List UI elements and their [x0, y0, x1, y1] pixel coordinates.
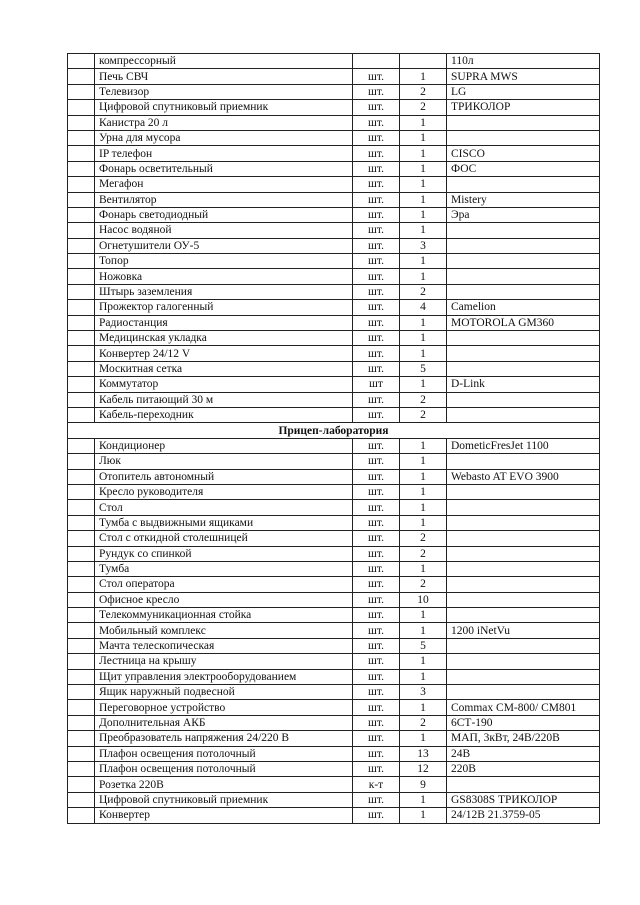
quantity-cell: 2 — [400, 546, 447, 561]
equipment-table — [67, 53, 600, 824]
note-cell: МАП, 3кВт, 24В/220В — [447, 731, 600, 746]
table-row — [68, 500, 600, 515]
note-cell: Commax CM-800/ CM801 — [447, 700, 600, 715]
row-number-cell — [68, 254, 95, 269]
unit-cell: шт. — [353, 469, 400, 484]
unit-cell: шт. — [353, 700, 400, 715]
note-cell: D-Link — [447, 377, 600, 392]
note-cell — [447, 777, 600, 792]
item-name-cell: Фонарь осветительный — [95, 161, 353, 176]
quantity-cell: 1 — [400, 192, 447, 207]
quantity-cell: 1 — [400, 561, 447, 576]
table-row — [68, 100, 600, 115]
unit-cell: шт. — [353, 284, 400, 299]
item-name-cell: компрессорный — [95, 54, 353, 69]
unit-cell: шт. — [353, 515, 400, 530]
item-name-cell: Кабель питающий 30 м — [95, 392, 353, 407]
note-cell — [447, 669, 600, 684]
row-number-cell — [68, 84, 95, 99]
table-row — [68, 54, 600, 69]
table-row — [68, 115, 600, 130]
table-row — [68, 238, 600, 253]
quantity-cell: 1 — [400, 731, 447, 746]
quantity-cell: 3 — [400, 685, 447, 700]
row-number-cell — [68, 746, 95, 761]
row-number-cell — [68, 731, 95, 746]
item-name-cell: Урна для мусора — [95, 130, 353, 145]
item-name-cell: Дополнительная АКБ — [95, 715, 353, 730]
table-row — [68, 438, 600, 453]
unit-cell: шт. — [353, 407, 400, 422]
note-cell: 220В — [447, 761, 600, 776]
quantity-cell: 2 — [400, 100, 447, 115]
row-number-cell — [68, 438, 95, 453]
note-cell — [447, 130, 600, 145]
table-row — [68, 531, 600, 546]
unit-cell: шт. — [353, 207, 400, 222]
table-row — [68, 654, 600, 669]
item-name-cell: Ящик наружный подвесной — [95, 685, 353, 700]
table-row — [68, 623, 600, 638]
unit-cell: шт. — [353, 223, 400, 238]
unit-cell: шт. — [353, 361, 400, 376]
quantity-cell: 1 — [400, 438, 447, 453]
unit-cell: шт. — [353, 84, 400, 99]
section-header-row — [68, 423, 600, 438]
item-name-cell: Стол — [95, 500, 353, 515]
unit-cell: шт. — [353, 69, 400, 84]
table-row — [68, 284, 600, 299]
row-number-cell — [68, 54, 95, 69]
row-number-cell — [68, 284, 95, 299]
row-number-cell — [68, 484, 95, 499]
table-row — [68, 192, 600, 207]
table-row — [68, 808, 600, 823]
note-cell — [447, 331, 600, 346]
row-number-cell — [68, 715, 95, 730]
unit-cell: шт. — [353, 269, 400, 284]
note-cell: ФОС — [447, 161, 600, 176]
table-row — [68, 577, 600, 592]
quantity-cell: 10 — [400, 592, 447, 607]
unit-cell: к-т — [353, 777, 400, 792]
quantity-cell: 12 — [400, 761, 447, 776]
row-number-cell — [68, 685, 95, 700]
unit-cell: шт. — [353, 623, 400, 638]
item-name-cell: Конвертер — [95, 808, 353, 823]
table-row — [68, 761, 600, 776]
quantity-cell: 2 — [400, 715, 447, 730]
note-cell — [447, 407, 600, 422]
quantity-cell: 1 — [400, 608, 447, 623]
note-cell — [447, 223, 600, 238]
item-name-cell: Розетка 220В — [95, 777, 353, 792]
item-name-cell: Щит управления электрооборудованием — [95, 669, 353, 684]
unit-cell: шт. — [353, 161, 400, 176]
unit-cell: шт. — [353, 331, 400, 346]
item-name-cell: Радиостанция — [95, 315, 353, 330]
note-cell — [447, 392, 600, 407]
row-number-cell — [68, 161, 95, 176]
quantity-cell: 1 — [400, 500, 447, 515]
note-cell: Mistery — [447, 192, 600, 207]
quantity-cell: 2 — [400, 577, 447, 592]
item-name-cell: Отопитель автономный — [95, 469, 353, 484]
table-row — [68, 300, 600, 315]
quantity-cell: 1 — [400, 207, 447, 222]
unit-cell: шт. — [353, 531, 400, 546]
note-cell: 1200 iNetVu — [447, 623, 600, 638]
unit-cell: шт. — [353, 115, 400, 130]
quantity-cell: 1 — [400, 623, 447, 638]
row-number-cell — [68, 777, 95, 792]
equipment-table-body — [68, 54, 600, 824]
unit-cell: шт. — [353, 715, 400, 730]
quantity-cell: 1 — [400, 315, 447, 330]
quantity-cell: 5 — [400, 361, 447, 376]
note-cell — [447, 608, 600, 623]
unit-cell: шт. — [353, 484, 400, 499]
quantity-cell: 1 — [400, 792, 447, 807]
table-row — [68, 361, 600, 376]
row-number-cell — [68, 331, 95, 346]
unit-cell: шт. — [353, 731, 400, 746]
quantity-cell: 1 — [400, 700, 447, 715]
table-row — [68, 161, 600, 176]
unit-cell: шт. — [353, 146, 400, 161]
note-cell: 6СТ-190 — [447, 715, 600, 730]
note-cell: Camelion — [447, 300, 600, 315]
quantity-cell: 1 — [400, 484, 447, 499]
row-number-cell — [68, 592, 95, 607]
item-name-cell: Кресло руководителя — [95, 484, 353, 499]
row-number-cell — [68, 69, 95, 84]
unit-cell: шт. — [353, 792, 400, 807]
unit-cell: шт. — [353, 592, 400, 607]
row-number-cell — [68, 561, 95, 576]
note-cell — [447, 638, 600, 653]
row-number-cell — [68, 515, 95, 530]
item-name-cell: Огнетушители ОУ-5 — [95, 238, 353, 253]
note-cell: ТРИКОЛОР — [447, 100, 600, 115]
quantity-cell: 3 — [400, 238, 447, 253]
table-row — [68, 484, 600, 499]
row-number-cell — [68, 238, 95, 253]
unit-cell: шт. — [353, 654, 400, 669]
quantity-cell: 2 — [400, 284, 447, 299]
table-row — [68, 469, 600, 484]
item-name-cell: Кабель-переходник — [95, 407, 353, 422]
table-row — [68, 177, 600, 192]
table-row — [68, 69, 600, 84]
note-cell: Webasto AT EVO 3900 — [447, 469, 600, 484]
note-cell: 24/12В 21.3759-05 — [447, 808, 600, 823]
table-row — [68, 207, 600, 222]
row-number-cell — [68, 361, 95, 376]
note-cell — [447, 484, 600, 499]
quantity-cell: 1 — [400, 69, 447, 84]
note-cell — [447, 546, 600, 561]
quantity-cell: 13 — [400, 746, 447, 761]
row-number-cell — [68, 469, 95, 484]
table-row — [68, 731, 600, 746]
table-row — [68, 608, 600, 623]
row-number-cell — [68, 454, 95, 469]
table-row — [68, 546, 600, 561]
table-row — [68, 592, 600, 607]
unit-cell: шт. — [353, 500, 400, 515]
row-number-cell — [68, 346, 95, 361]
table-row — [68, 269, 600, 284]
unit-cell: шт. — [353, 608, 400, 623]
quantity-cell: 1 — [400, 223, 447, 238]
quantity-cell: 4 — [400, 300, 447, 315]
item-name-cell: Топор — [95, 254, 353, 269]
item-name-cell: Люк — [95, 454, 353, 469]
row-number-cell — [68, 792, 95, 807]
quantity-cell: 1 — [400, 254, 447, 269]
item-name-cell: Переговорное устройство — [95, 700, 353, 715]
note-cell: MOTOROLA GM360 — [447, 315, 600, 330]
unit-cell: шт. — [353, 315, 400, 330]
unit-cell: шт — [353, 377, 400, 392]
item-name-cell: Конвертер 24/12 V — [95, 346, 353, 361]
row-number-cell — [68, 207, 95, 222]
table-row — [68, 746, 600, 761]
note-cell — [447, 654, 600, 669]
unit-cell: шт. — [353, 438, 400, 453]
quantity-cell: 1 — [400, 669, 447, 684]
item-name-cell: Штырь заземления — [95, 284, 353, 299]
item-name-cell: Прожектор галогенный — [95, 300, 353, 315]
quantity-cell: 1 — [400, 377, 447, 392]
note-cell — [447, 577, 600, 592]
note-cell: CISCO — [447, 146, 600, 161]
row-number-cell — [68, 500, 95, 515]
table-row — [68, 84, 600, 99]
note-cell: LG — [447, 84, 600, 99]
unit-cell: шт. — [353, 454, 400, 469]
item-name-cell: Офисное кресло — [95, 592, 353, 607]
row-number-cell — [68, 177, 95, 192]
quantity-cell: 1 — [400, 130, 447, 145]
note-cell — [447, 531, 600, 546]
note-cell — [447, 284, 600, 299]
note-cell — [447, 361, 600, 376]
item-name-cell: Москитная сетка — [95, 361, 353, 376]
row-number-cell — [68, 315, 95, 330]
table-row — [68, 377, 600, 392]
quantity-cell: 1 — [400, 146, 447, 161]
note-cell: DometicFresJet 1100 — [447, 438, 600, 453]
note-cell: GS8308S ТРИКОЛОР — [447, 792, 600, 807]
quantity-cell: 1 — [400, 161, 447, 176]
item-name-cell: Печь СВЧ — [95, 69, 353, 84]
table-row — [68, 146, 600, 161]
row-number-cell — [68, 700, 95, 715]
table-row — [68, 392, 600, 407]
unit-cell: шт. — [353, 392, 400, 407]
table-row — [68, 515, 600, 530]
row-number-cell — [68, 115, 95, 130]
item-name-cell: Канистра 20 л — [95, 115, 353, 130]
table-row — [68, 669, 600, 684]
unit-cell — [353, 54, 400, 69]
table-row — [68, 254, 600, 269]
quantity-cell: 2 — [400, 84, 447, 99]
unit-cell: шт. — [353, 300, 400, 315]
item-name-cell: Телевизор — [95, 84, 353, 99]
table-row — [68, 130, 600, 145]
unit-cell: шт. — [353, 577, 400, 592]
row-number-cell — [68, 130, 95, 145]
note-cell: SUPRA MWS — [447, 69, 600, 84]
item-name-cell: Кондиционер — [95, 438, 353, 453]
item-name-cell: Рундук со спинкой — [95, 546, 353, 561]
unit-cell: шт. — [353, 685, 400, 700]
item-name-cell: Цифровой спутниковый приемник — [95, 792, 353, 807]
quantity-cell: 1 — [400, 808, 447, 823]
note-cell — [447, 115, 600, 130]
row-number-cell — [68, 300, 95, 315]
unit-cell: шт. — [353, 100, 400, 115]
table-row — [68, 561, 600, 576]
row-number-cell — [68, 146, 95, 161]
item-name-cell: Насос водяной — [95, 223, 353, 238]
note-cell — [447, 454, 600, 469]
table-row — [68, 407, 600, 422]
quantity-cell: 2 — [400, 407, 447, 422]
table-row — [68, 715, 600, 730]
row-number-cell — [68, 223, 95, 238]
quantity-cell: 1 — [400, 269, 447, 284]
item-name-cell: IP телефон — [95, 146, 353, 161]
row-number-cell — [68, 638, 95, 653]
quantity-cell: 1 — [400, 115, 447, 130]
quantity-cell: 5 — [400, 638, 447, 653]
item-name-cell: Фонарь светодиодный — [95, 207, 353, 222]
note-cell — [447, 346, 600, 361]
item-name-cell: Телекоммуникационная стойка — [95, 608, 353, 623]
quantity-cell: 1 — [400, 346, 447, 361]
item-name-cell: Тумба с выдвижными ящиками — [95, 515, 353, 530]
section-title: Прицеп-лаборатория — [68, 423, 600, 438]
note-cell: Эра — [447, 207, 600, 222]
quantity-cell: 2 — [400, 392, 447, 407]
item-name-cell: Коммутатор — [95, 377, 353, 392]
row-number-cell — [68, 808, 95, 823]
item-name-cell: Лестница на крышу — [95, 654, 353, 669]
table-row — [68, 223, 600, 238]
unit-cell: шт. — [353, 746, 400, 761]
quantity-cell — [400, 54, 447, 69]
unit-cell: шт. — [353, 638, 400, 653]
row-number-cell — [68, 761, 95, 776]
row-number-cell — [68, 377, 95, 392]
table-row — [68, 454, 600, 469]
note-cell — [447, 500, 600, 515]
note-cell — [447, 238, 600, 253]
note-cell — [447, 177, 600, 192]
item-name-cell: Плафон освещения потолочный — [95, 761, 353, 776]
quantity-cell: 1 — [400, 654, 447, 669]
row-number-cell — [68, 269, 95, 284]
table-row — [68, 700, 600, 715]
item-name-cell: Стол оператора — [95, 577, 353, 592]
unit-cell: шт. — [353, 192, 400, 207]
unit-cell: шт. — [353, 177, 400, 192]
quantity-cell: 1 — [400, 177, 447, 192]
note-cell: 110л — [447, 54, 600, 69]
note-cell — [447, 561, 600, 576]
quantity-cell: 1 — [400, 515, 447, 530]
item-name-cell: Цифровой спутниковый приемник — [95, 100, 353, 115]
row-number-cell — [68, 577, 95, 592]
note-cell — [447, 269, 600, 284]
table-row — [68, 777, 600, 792]
unit-cell: шт. — [353, 669, 400, 684]
note-cell — [447, 254, 600, 269]
table-row — [68, 685, 600, 700]
unit-cell: шт. — [353, 808, 400, 823]
row-number-cell — [68, 531, 95, 546]
unit-cell: шт. — [353, 130, 400, 145]
row-number-cell — [68, 392, 95, 407]
unit-cell: шт. — [353, 238, 400, 253]
row-number-cell — [68, 192, 95, 207]
unit-cell: шт. — [353, 254, 400, 269]
row-number-cell — [68, 608, 95, 623]
row-number-cell — [68, 654, 95, 669]
note-cell — [447, 515, 600, 530]
unit-cell: шт. — [353, 346, 400, 361]
unit-cell: шт. — [353, 761, 400, 776]
item-name-cell: Плафон освещения потолочный — [95, 746, 353, 761]
note-cell — [447, 592, 600, 607]
quantity-cell: 1 — [400, 331, 447, 346]
note-cell: 24В — [447, 746, 600, 761]
row-number-cell — [68, 546, 95, 561]
quantity-cell: 9 — [400, 777, 447, 792]
table-row — [68, 346, 600, 361]
note-cell — [447, 685, 600, 700]
table-row — [68, 638, 600, 653]
quantity-cell: 1 — [400, 469, 447, 484]
table-row — [68, 315, 600, 330]
item-name-cell: Мобильный комплекс — [95, 623, 353, 638]
quantity-cell: 2 — [400, 531, 447, 546]
item-name-cell: Вентилятор — [95, 192, 353, 207]
row-number-cell — [68, 100, 95, 115]
table-row — [68, 331, 600, 346]
quantity-cell: 1 — [400, 454, 447, 469]
row-number-cell — [68, 407, 95, 422]
item-name-cell: Мачта телескопическая — [95, 638, 353, 653]
item-name-cell: Мегафон — [95, 177, 353, 192]
item-name-cell: Тумба — [95, 561, 353, 576]
table-row — [68, 792, 600, 807]
row-number-cell — [68, 623, 95, 638]
unit-cell: шт. — [353, 546, 400, 561]
item-name-cell: Стол с откидной столешницей — [95, 531, 353, 546]
unit-cell: шт. — [353, 561, 400, 576]
item-name-cell: Медицинская укладка — [95, 331, 353, 346]
item-name-cell: Ножовка — [95, 269, 353, 284]
row-number-cell — [68, 669, 95, 684]
item-name-cell: Преобразователь напряжения 24/220 В — [95, 731, 353, 746]
